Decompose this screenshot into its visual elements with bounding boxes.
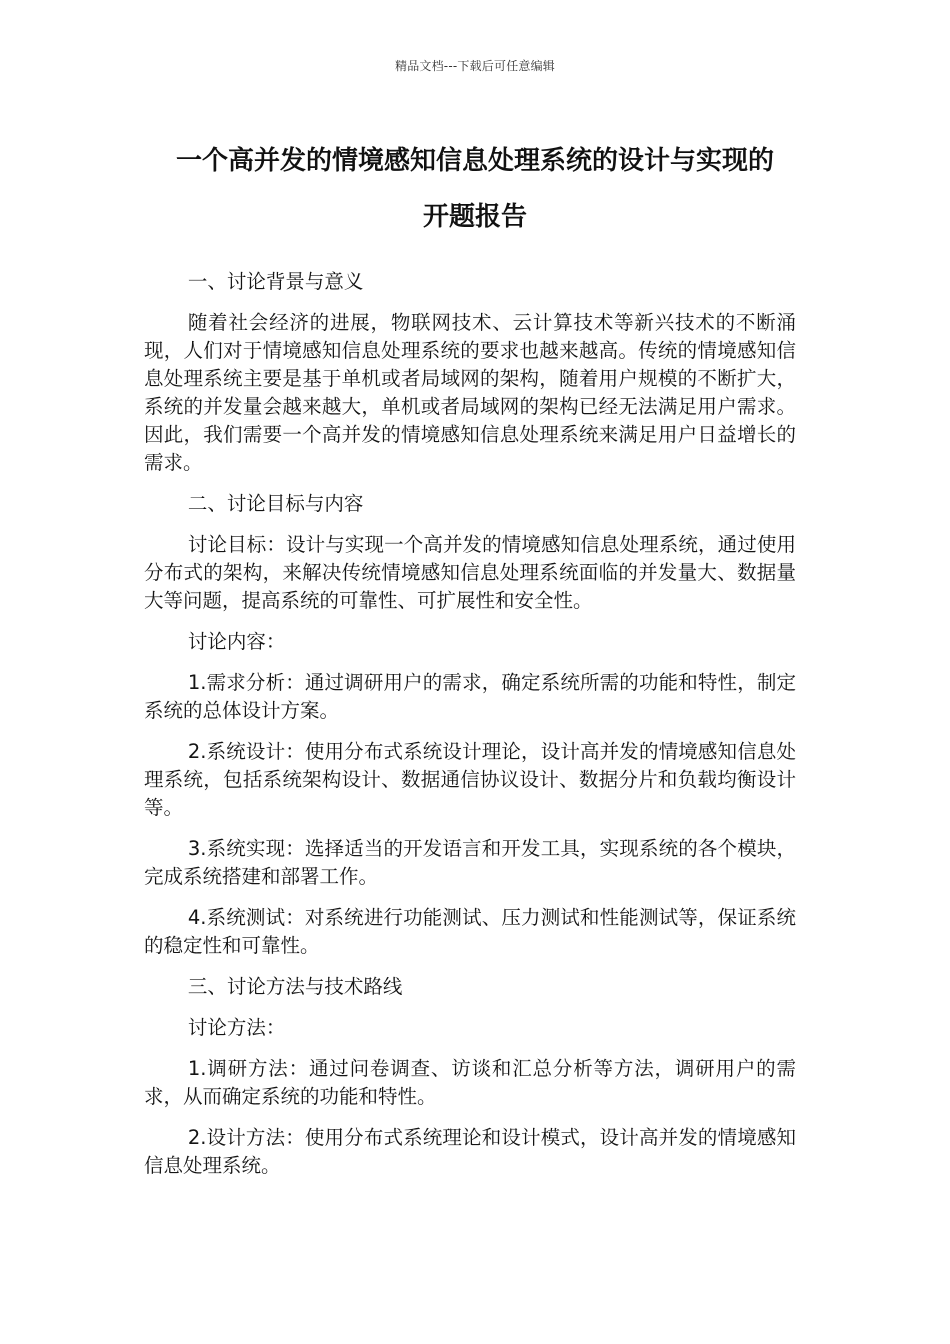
header-note: 精品文档---下载后可任意编辑 [395,59,555,73]
list-item-testing: 4.系统测试：对系统进行功能测试、压力测试和性能测试等，保证系统的稳定性和可靠性。 [144,906,796,957]
section-heading-goals: 二、讨论目标与内容 [187,492,364,515]
title-line-2: 开题报告 [422,202,527,232]
list-item-design-method: 2.设计方法：使用分布式系统理论和设计模式，设计高并发的情境感知信息处理系统。 [144,1126,796,1177]
list-item-requirements: 1.需求分析：通过调研用户的需求，确定系统所需的功能和特性，制定系统的总体设计方案。 [144,671,796,722]
list-item-research-method: 1.调研方法：通过问卷调查、访谈和汇总分析等方法，调研用户的需求，从而确定系统的功能和特性。 [144,1057,796,1108]
section-heading-methods: 三、讨论方法与技术路线 [187,975,403,998]
section-heading-background: 一、讨论背景与意义 [187,270,364,293]
title-line-1: 一个高并发的情境感知信息处理系统的设计与实现的 [175,146,774,176]
list-item-implementation: 3.系统实现：选择适当的开发语言和开发工具，实现系统的各个模块，完成系统搭建和部署工作。 [144,837,796,888]
paragraph-content-label: 讨论内容： [187,630,286,653]
document-body [144,268,796,1193]
list-item-design: 2.系统设计：使用分布式系统设计理论，设计高并发的情境感知信息处理系统，包括系统架构设计、数据通信协议设计、数据分片和负载均衡设计等。 [144,740,796,819]
paragraph-method-label: 讨论方法： [187,1016,286,1039]
paragraph-goal: 讨论目标：设计与实现一个高并发的情境感知信息处理系统，通过使用分布式的架构，来解决传统情境感知信息处理系统面临的并发量大、数据量大等问题，提高系统的可靠性、可扩展性和安全性。 [144,533,796,612]
document-title [130,133,820,245]
paragraph-background: 随着社会经济的进展，物联网技术、云计算技术等新兴技术的不断涌现，人们对于情境感知信息处理系统的要求也越来越高。传统的情境感知信息处理系统主要是基于单机或者局域网的架构，随着用户规模的不断扩大，系统的并发量会越来越大，单机或者局域网的架构已经无法满足用户需求。因此，我们需要一个高并发的情境感知信息处理系统来满足用户日益增长的需求。 [144,311,796,474]
